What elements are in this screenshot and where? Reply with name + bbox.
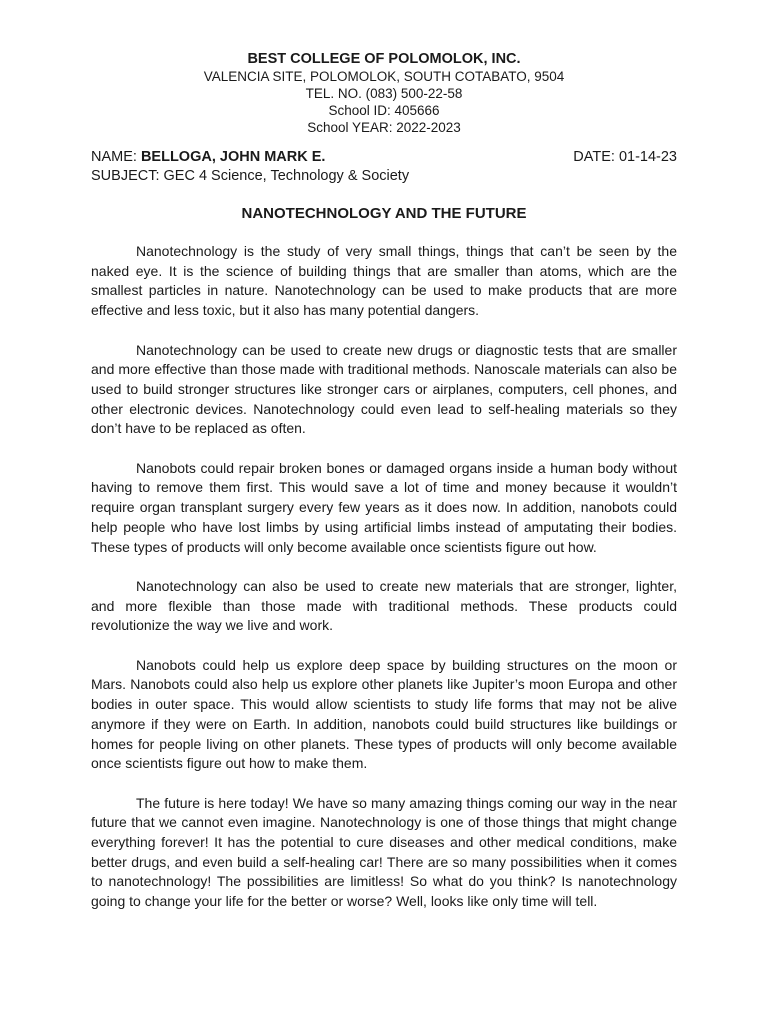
document-header: [0, 50, 768, 136]
name-value: BELLOGA, JOHN MARK E.: [140, 149, 326, 165]
subject-line: SUBJECT: GEC 4 Science, Technology & Society: [91, 168, 410, 184]
student-name: [91, 148, 325, 167]
essay-title: NANOTECHNOLOGY AND THE FUTURE: [241, 205, 527, 222]
paragraph: Nanobots could repair broken bones or damaged organs inside a human body without having to remove them first. This would save a lot of time and money because it wouldn’t require organ transplant surgery every few years as it does now. In addition, nanobots could help people who have lost limbs by using artificial limbs instead of amputating their bodies. These types of products will only become available once scientists figure out how.: [91, 459, 677, 555]
paragraph: The future is here today! We have so many amazing things coming our way in the near future that we cannot even imagine. Nanotechnology is one of those things that might change everything forever! It has the potential to cure diseases and other medical conditions, make better drugs, and even build a self-healing car! There are so many possibilities when it comes to nanotechnology! The possibilities are limitless! So what do you think? Is nanotechnology going to change your life for the better or worse? Well, looks like only time will tell.: [91, 794, 677, 910]
student-info: [91, 148, 677, 186]
paragraph: Nanotechnology can be used to create new drugs or diagnostic tests that are smaller and more effective than those made with traditional methods. Nanoscale materials can also be used to build stronger structures like stronger cars or airplanes, computers, cell phones, and other electronic devices. Nanotechnology could even lead to self-healing materials so they don’t have to be replaced as often.: [91, 341, 677, 437]
telephone-number: TEL. NO. (083) 500-22-58: [305, 86, 463, 101]
essay-body: [91, 242, 677, 932]
paragraph: Nanobots could help us explore deep space by building structures on the moon or Mars. Nanobots could also help us explore other planets like Jupiter’s moon Europa and other bodies in outer space. This would allow scientists to study life forms that may not be alive anymore if they were on Earth. In addition, nanobots could build structures like buildings or homes for people living on other planets. These types of products will only become available once scientists figure out how to make them.: [91, 656, 677, 772]
school-id: School ID: 405666: [328, 103, 440, 118]
paragraph: Nanotechnology is the study of very small things, things that can’t be seen by the naked eye. It is the science of building things that are smaller than atoms, which are the smallest particles in nature. Nanotechnology can be used to make products that are more effective and less toxic, but it also has many potential dangers.: [91, 243, 677, 319]
institution-name: BEST COLLEGE OF POLOMOLOK, INC.: [247, 51, 521, 67]
document-date: DATE: 01-14-23: [573, 149, 677, 165]
name-date-row: [91, 148, 677, 167]
paragraph: Nanotechnology can also be used to create new materials that are stronger, lighter, and more flexible than those made with traditional methods. These products could revolutionize the way we live and work.: [91, 577, 677, 634]
name-label: NAME:: [91, 149, 137, 165]
institution-address: VALENCIA SITE, POLOMOLOK, SOUTH COTABATO, 9504: [203, 69, 565, 84]
school-year: School YEAR: 2022-2023: [307, 120, 461, 135]
